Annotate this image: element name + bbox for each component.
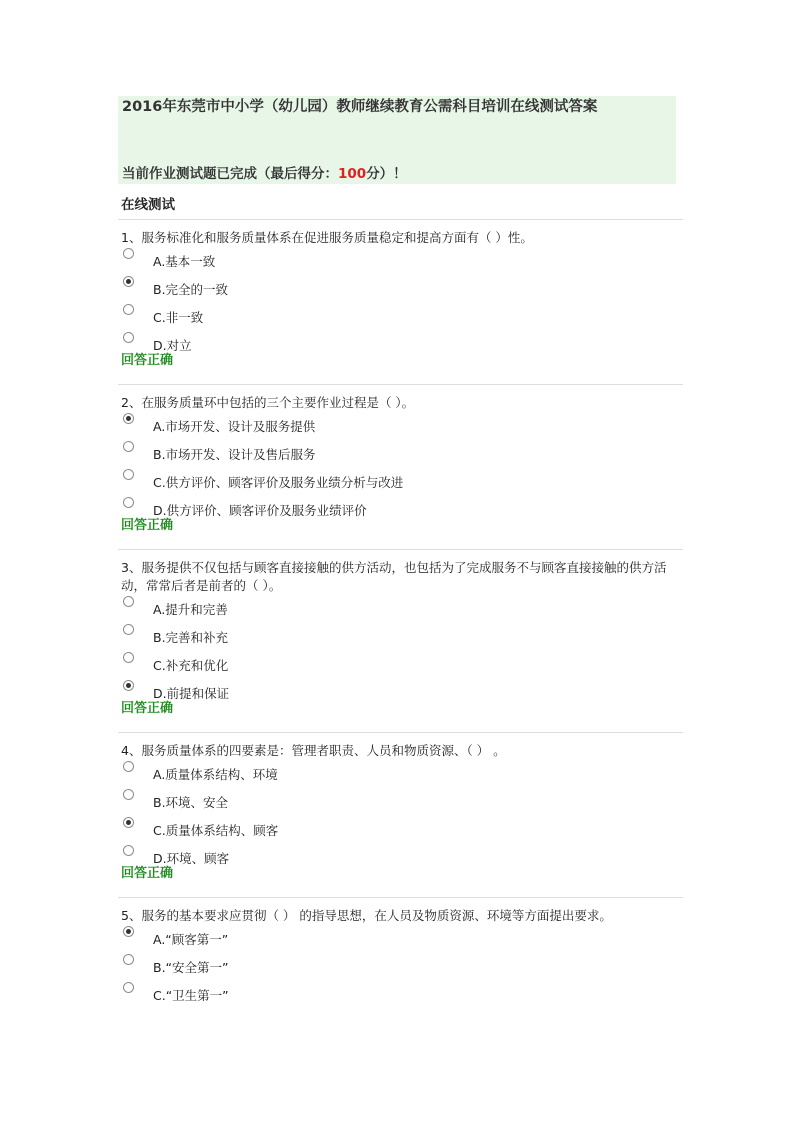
option-label: A.基本一致 xyxy=(153,254,216,269)
answer-result: 回答正确 xyxy=(121,701,174,716)
answer-result: 回答正确 xyxy=(121,866,174,881)
option-label: B.“安全第一” xyxy=(153,960,229,975)
option-b[interactable] xyxy=(121,275,681,303)
option-c[interactable] xyxy=(121,981,681,1009)
option-label: C.“卫生第一” xyxy=(153,988,229,1003)
option-a[interactable] xyxy=(121,925,681,953)
option-label: B.完善和补充 xyxy=(153,630,229,645)
test-header xyxy=(118,96,676,184)
option-b[interactable] xyxy=(121,440,681,468)
question-stem: 3、服务提供不仅包括与顾客直接接触的供方活动，也包括为了完成服务不与顾客直接接触的供方活动，常常后者是前者的（ ）。 xyxy=(121,560,667,593)
question-4 xyxy=(121,742,681,882)
radio-button[interactable] xyxy=(123,596,134,607)
option-c[interactable] xyxy=(121,816,681,844)
status-prefix: 当前作业测试题已完成（最后得分： xyxy=(122,166,338,182)
option-c[interactable] xyxy=(121,651,681,679)
option-a[interactable] xyxy=(121,595,681,623)
option-label: D.供方评价、顾客评价及服务业绩评价 xyxy=(153,503,367,518)
option-b[interactable] xyxy=(121,788,681,816)
option-label: A.“顾客第一” xyxy=(153,932,229,947)
radio-button[interactable] xyxy=(123,304,134,315)
radio-button-selected[interactable] xyxy=(123,276,134,287)
option-a[interactable] xyxy=(121,760,681,788)
divider xyxy=(118,549,683,550)
option-a[interactable] xyxy=(121,412,681,440)
radio-button[interactable] xyxy=(123,332,134,343)
option-c[interactable] xyxy=(121,303,681,331)
option-label: B.市场开发、设计及售后服务 xyxy=(153,447,316,462)
option-label: B.完全的一致 xyxy=(153,282,229,297)
option-label: C.供方评价、顾客评价及服务业绩分析与改进 xyxy=(153,475,404,490)
option-label: C.补充和优化 xyxy=(153,658,229,673)
option-label: C.非一致 xyxy=(153,310,204,325)
radio-button[interactable] xyxy=(123,761,134,772)
status-suffix: 分）！ xyxy=(366,166,407,182)
divider xyxy=(118,384,683,385)
page-title: 2016年东莞市中小学（幼儿园）教师继续教育公需科目培训在线测试答案 xyxy=(122,99,598,115)
radio-button[interactable] xyxy=(123,954,134,965)
radio-button[interactable] xyxy=(123,624,134,635)
question-stem: 5、服务的基本要求应贯彻（ ） 的指导思想，在人员及物质资源、环境等方面提出要求。 xyxy=(121,908,612,923)
option-label: A.市场开发、设计及服务提供 xyxy=(153,419,316,434)
option-d[interactable] xyxy=(121,844,681,872)
radio-button[interactable] xyxy=(123,652,134,663)
radio-button-selected[interactable] xyxy=(123,413,134,424)
option-b[interactable] xyxy=(121,953,681,981)
option-d[interactable] xyxy=(121,679,681,707)
divider xyxy=(118,219,683,220)
option-d[interactable] xyxy=(121,331,681,359)
section-title: 在线测试 xyxy=(121,197,175,213)
radio-button[interactable] xyxy=(123,497,134,508)
option-a[interactable] xyxy=(121,247,681,275)
question-stem: 4、服务质量体系的四要素是：管理者职责、人员和物质资源、（ ） 。 xyxy=(121,743,506,758)
completion-status xyxy=(122,162,407,182)
option-b[interactable] xyxy=(121,623,681,651)
radio-button[interactable] xyxy=(123,248,134,259)
answer-result: 回答正确 xyxy=(121,353,174,368)
option-label: A.提升和完善 xyxy=(153,602,228,617)
option-d[interactable] xyxy=(121,496,681,524)
radio-button[interactable] xyxy=(123,789,134,800)
question-1 xyxy=(121,229,681,369)
question-3 xyxy=(121,559,681,717)
option-c[interactable] xyxy=(121,468,681,496)
question-5 xyxy=(121,907,681,1009)
radio-button[interactable] xyxy=(123,845,134,856)
divider xyxy=(118,897,683,898)
radio-button[interactable] xyxy=(123,469,134,480)
option-label: D.前提和保证 xyxy=(153,686,230,701)
option-label: B.环境、安全 xyxy=(153,795,229,810)
option-label: A.质量体系结构、环境 xyxy=(153,767,278,782)
final-score: 100 xyxy=(338,166,367,182)
radio-button[interactable] xyxy=(123,441,134,452)
question-stem: 1、服务标准化和服务质量体系在促进服务质量稳定和提高方面有（ ）性。 xyxy=(121,230,533,245)
radio-button-selected[interactable] xyxy=(123,680,134,691)
divider xyxy=(118,732,683,733)
option-label: D.环境、顾客 xyxy=(153,851,230,866)
option-label: C.质量体系结构、顾客 xyxy=(153,823,279,838)
radio-button-selected[interactable] xyxy=(123,926,134,937)
question-2 xyxy=(121,394,681,534)
radio-button-selected[interactable] xyxy=(123,817,134,828)
answer-result: 回答正确 xyxy=(121,518,174,533)
radio-button[interactable] xyxy=(123,982,134,993)
option-label: D.对立 xyxy=(153,338,192,353)
question-stem: 2、在服务质量环中包括的三个主要作业过程是（ ）。 xyxy=(121,395,415,410)
